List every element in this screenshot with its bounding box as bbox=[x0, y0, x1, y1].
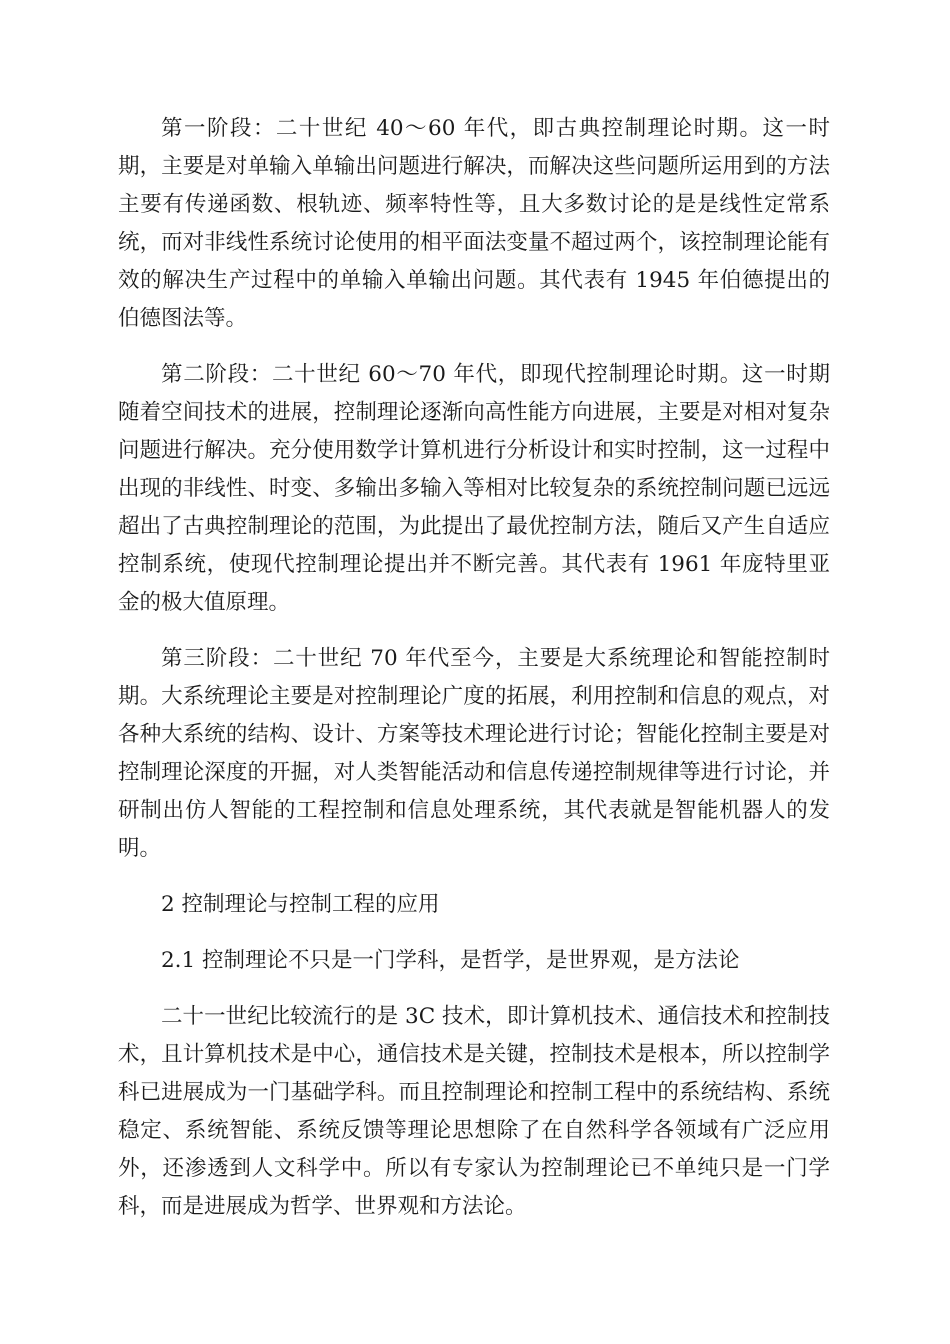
paragraph-stage-three: 第三阶段：二十世纪 70 年代至今，主要是大系统理论和智能控制时期。大系统理论主要是对控制理论广度的拓展，利用控制和信息的观点，对各种大系统的结构、设计、方案等技术理论进行讨论；智能化控制主要是对控制理论深度的开掘，对人类智能活动和信息传递控制规律等进行讨论，并研制出仿人智能的工程控制和信息处理系统，其代表就是智能机器人的发明。 bbox=[118, 646, 830, 861]
paragraph-section-2-1-body: 二十一世纪比较流行的是 3C 技术，即计算机技术、通信技术和控制技术，且计算机技术是中心，通信技术是关键，控制技术是根本，所以控制学科已进展成为一门基础学科。而且控制理论和控制工程中的系统结构、系统稳定、系统智能、系统反馈等理论思想除了在自然科学各领域有广泛应用外，还渗透到人文科学中。所以有专家认为控制理论已不单纯只是一门学科，而是进展成为哲学、世界观和方法论。 bbox=[118, 1004, 830, 1219]
document-page bbox=[118, 110, 830, 1244]
paragraph-stage-one: 第一阶段：二十世纪 40～60 年代，即古典控制理论时期。这一时期，主要是对单输入单输出问题进行解决，而解决这些问题所运用到的方法主要有传递函数、根轨迹、频率特性等，且大多数讨论的是是线性定常系统，而对非线性系统讨论使用的相平面法变量不超过两个，该控制理论能有效的解决生产过程中的单输入单输出问题。其代表有 1945 年伯德提出的伯德图法等。 bbox=[118, 116, 830, 331]
section-heading-2-1: 2.1 控制理论不只是一门学科，是哲学，是世界观，是方法论 bbox=[161, 948, 740, 973]
paragraph-stage-two: 第二阶段：二十世纪 60～70 年代，即现代控制理论时期。这一时期随着空间技术的进展，控制理论逐渐向高性能方向进展，主要是对相对复杂问题进行解决。充分使用数学计算机进行分析设计和实时控制，这一过程中出现的非线性、时变、多输出多输入等相对比较复杂的系统控制问题已远远超出了古典控制理论的范围，为此提出了最优控制方法，随后又产生自适应控制系统，使现代控制理论提出并不断完善。其代表有 1961 年庞特里亚金的极大值原理。 bbox=[118, 362, 830, 615]
section-heading-2: 2 控制理论与控制工程的应用 bbox=[161, 892, 440, 917]
